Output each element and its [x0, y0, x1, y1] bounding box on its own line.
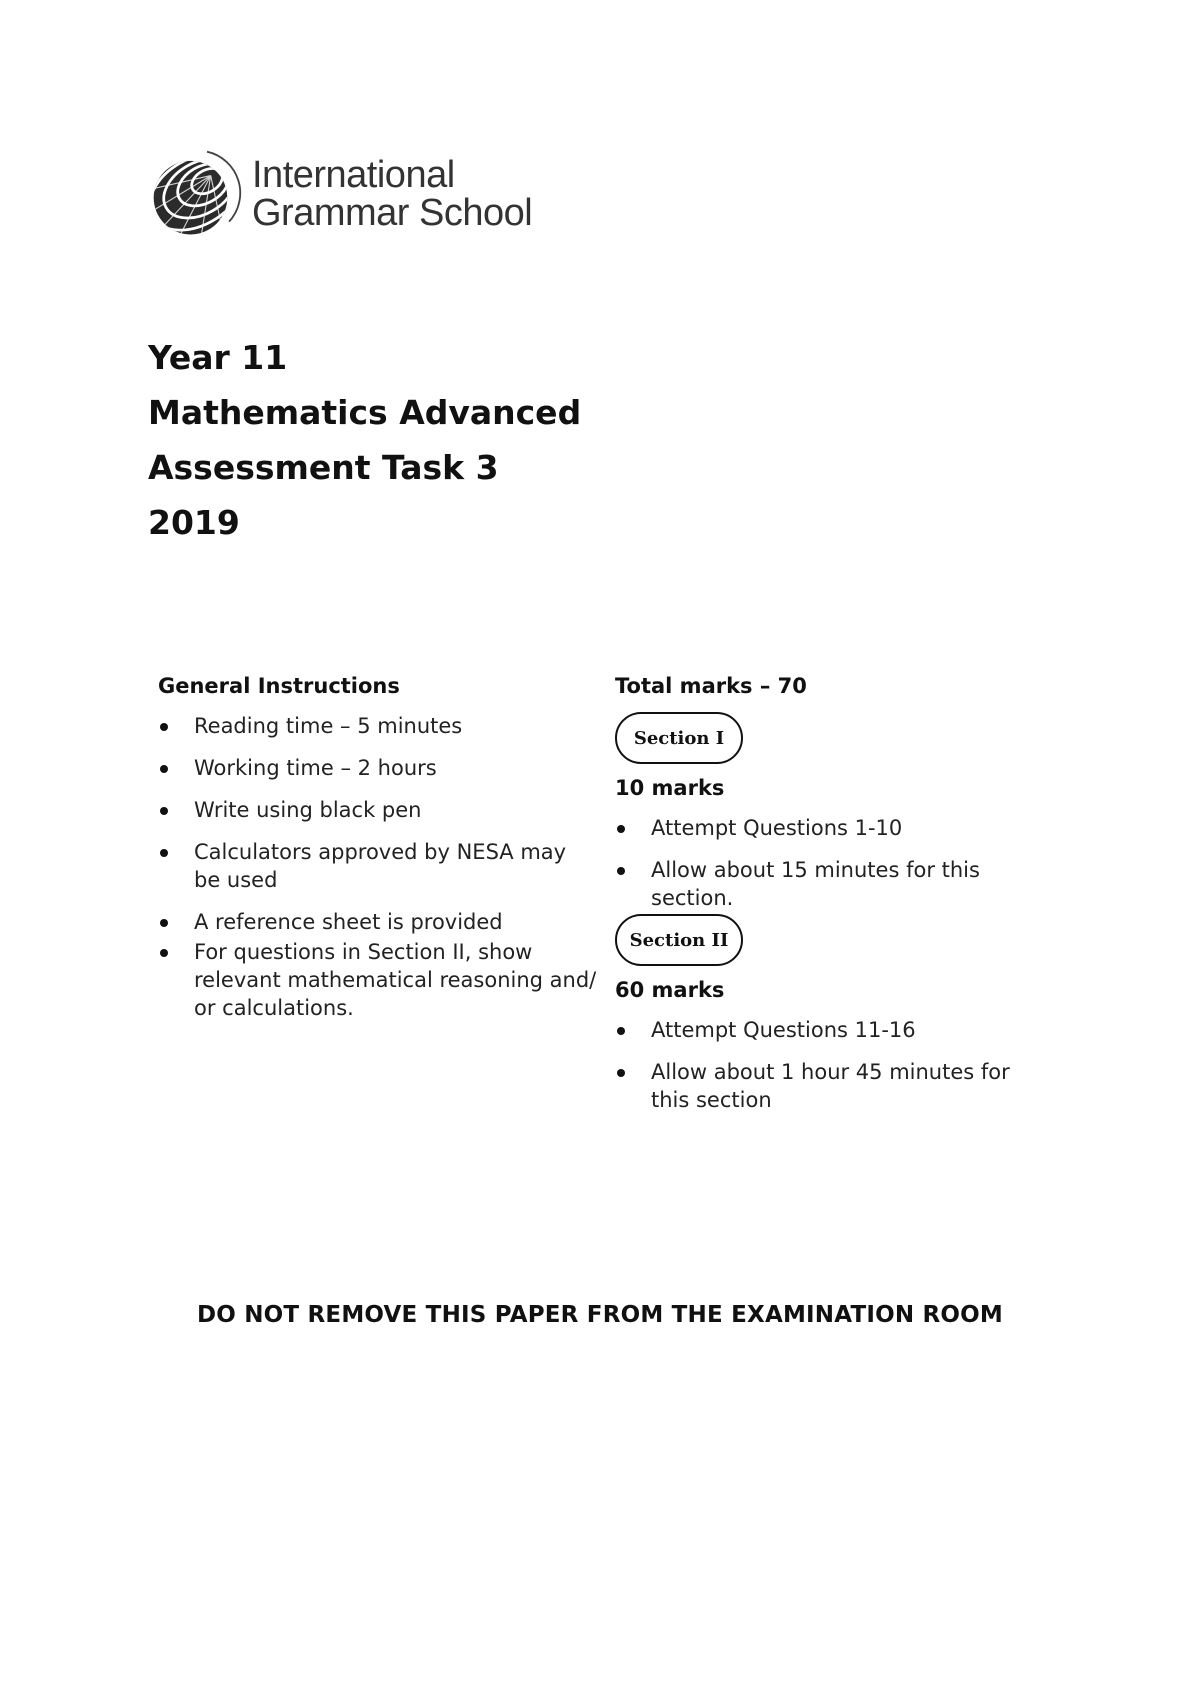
- instruction-item: A reference sheet is provided: [158, 908, 598, 936]
- section-1-badge: Section I: [615, 712, 743, 764]
- school-name-line1: International: [252, 154, 455, 196]
- section-1-list: [615, 814, 1035, 912]
- instruction-item: Working time – 2 hours: [158, 754, 598, 782]
- subject-name: Mathematics Advanced: [148, 393, 582, 432]
- exam-year: 2019: [148, 503, 240, 542]
- globe-icon: [150, 148, 242, 240]
- general-instructions-heading: General Instructions: [158, 674, 400, 698]
- total-marks: Total marks – 70: [615, 674, 807, 698]
- section-1-marks: 10 marks: [615, 776, 725, 800]
- section-2-list: [615, 1016, 1035, 1114]
- exam-room-warning: DO NOT REMOVE THIS PAPER FROM THE EXAMINATION ROOM: [196, 1302, 1004, 1328]
- school-name-line2: Grammar School: [252, 192, 533, 234]
- instructions-list: [158, 712, 598, 1022]
- task-name: Assessment Task 3: [148, 448, 499, 487]
- marks-summary: [615, 672, 1035, 1128]
- section-2-badge: Section II: [615, 914, 743, 966]
- instruction-item: Reading time – 5 minutes: [158, 712, 598, 740]
- section-1-item: Attempt Questions 1-10: [615, 814, 1035, 842]
- general-instructions: [158, 672, 598, 1036]
- section-2-item: Allow about 1 hour 45 minutes for this section: [615, 1058, 1035, 1114]
- section-2-marks: 60 marks: [615, 978, 725, 1002]
- instruction-item: Calculators approved by NESA may be used: [158, 838, 598, 894]
- instruction-item: For questions in Section II, show relevant mathematical reasoning and/ or calculations.: [158, 938, 598, 1022]
- exam-title: [148, 330, 581, 550]
- instruction-item: Write using black pen: [158, 796, 598, 824]
- section-2-item: Attempt Questions 11-16: [615, 1016, 1035, 1044]
- school-logo: [150, 148, 532, 240]
- school-name: [252, 156, 532, 232]
- year-level: Year 11: [148, 338, 288, 377]
- section-1-item: Allow about 15 minutes for this section.: [615, 856, 1035, 912]
